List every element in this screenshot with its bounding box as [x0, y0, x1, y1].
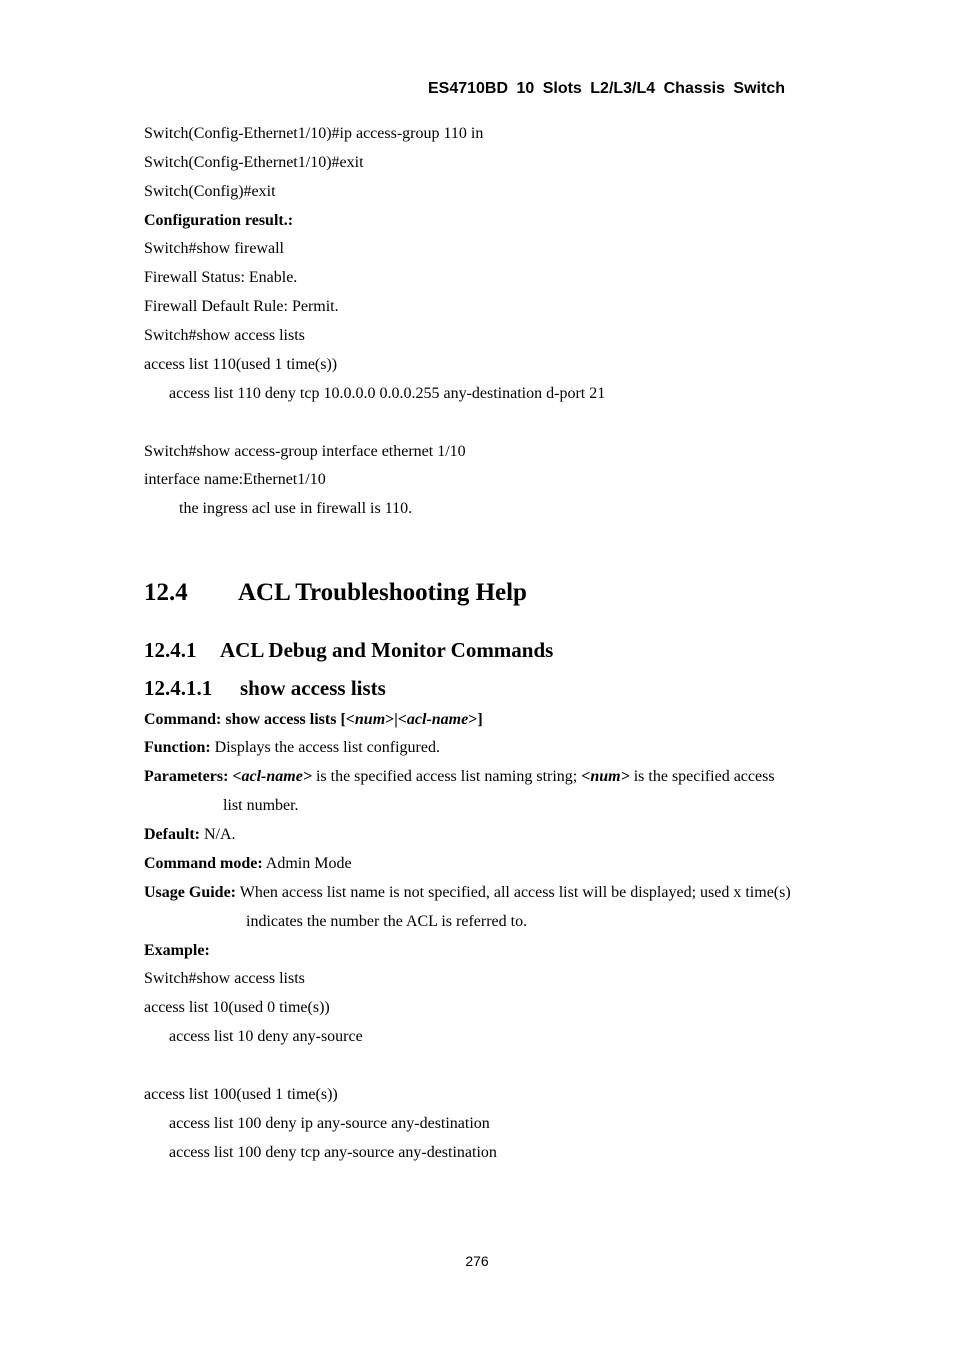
- subsubsection-title: show access lists: [240, 676, 386, 700]
- example-line: access list 100(used 1 time(s)): [144, 1086, 338, 1103]
- parameters-line: Parameters: <acl-name> is the specified access list naming string; <num> is the specified access: [144, 768, 775, 785]
- result-line: Firewall Status: Enable.: [144, 269, 298, 286]
- page-number: 276: [465, 1253, 489, 1269]
- example-indent-line: access list 10 deny any-source: [169, 1028, 363, 1045]
- result-line: access list 110(used 1 time(s)): [144, 356, 338, 373]
- example-indent-line: access list 100 deny tcp any-source any-destination: [169, 1144, 497, 1161]
- subsubsection-number: 12.4.1.1: [144, 676, 213, 700]
- section-heading: [144, 579, 527, 607]
- example-line: Switch#show access lists: [144, 970, 305, 987]
- example-label: Example:: [144, 942, 210, 959]
- command-syntax: Command: show access lists [<num>|<acl-name>]: [144, 711, 483, 728]
- subsection-number: 12.4.1: [144, 638, 197, 662]
- result-indent-line: access list 110 deny tcp 10.0.0.0 0.0.0.255 any-destination d-port 21: [169, 385, 606, 402]
- command-mode-line: Command mode: Admin Mode: [144, 855, 352, 872]
- subsubsection-heading: [144, 676, 386, 701]
- result-line: Switch#show access lists: [144, 327, 305, 344]
- config-result-label: Configuration result.:: [144, 212, 294, 229]
- subsection-title: ACL Debug and Monitor Commands: [220, 638, 554, 662]
- group-line: Switch#show access-group interface ethernet 1/10: [144, 443, 466, 460]
- parameters-continuation: list number.: [223, 797, 299, 814]
- running-header: ES4710BD 10 Slots L2/L3/L4 Chassis Switch: [427, 80, 785, 97]
- config-line: Switch(Config-Ethernet1/10)#exit: [144, 154, 364, 171]
- default-line: Default: N/A.: [144, 826, 236, 843]
- usage-guide-line: Usage Guide: When access list name is not specified, all access list will be displayed; used x time(s): [144, 884, 791, 901]
- result-line: Firewall Default Rule: Permit.: [144, 298, 339, 315]
- function-line: Function: Displays the access list configured.: [144, 739, 440, 756]
- example-indent-line: access list 100 deny ip any-source any-destination: [169, 1115, 490, 1132]
- example-line: access list 10(used 0 time(s)): [144, 999, 330, 1016]
- config-line: Switch(Config-Ethernet1/10)#ip access-group 110 in: [144, 125, 484, 142]
- group-indent-line: the ingress acl use in firewall is 110.: [179, 500, 413, 517]
- subsection-heading: [144, 638, 553, 663]
- result-line: Switch#show firewall: [144, 240, 284, 257]
- section-number: 12.4: [144, 579, 188, 606]
- group-line: interface name:Ethernet1/10: [144, 471, 326, 488]
- section-title: ACL Troubleshooting Help: [238, 579, 527, 606]
- usage-guide-continuation: indicates the number the ACL is referred to.: [246, 913, 528, 930]
- config-line: Switch(Config)#exit: [144, 183, 276, 200]
